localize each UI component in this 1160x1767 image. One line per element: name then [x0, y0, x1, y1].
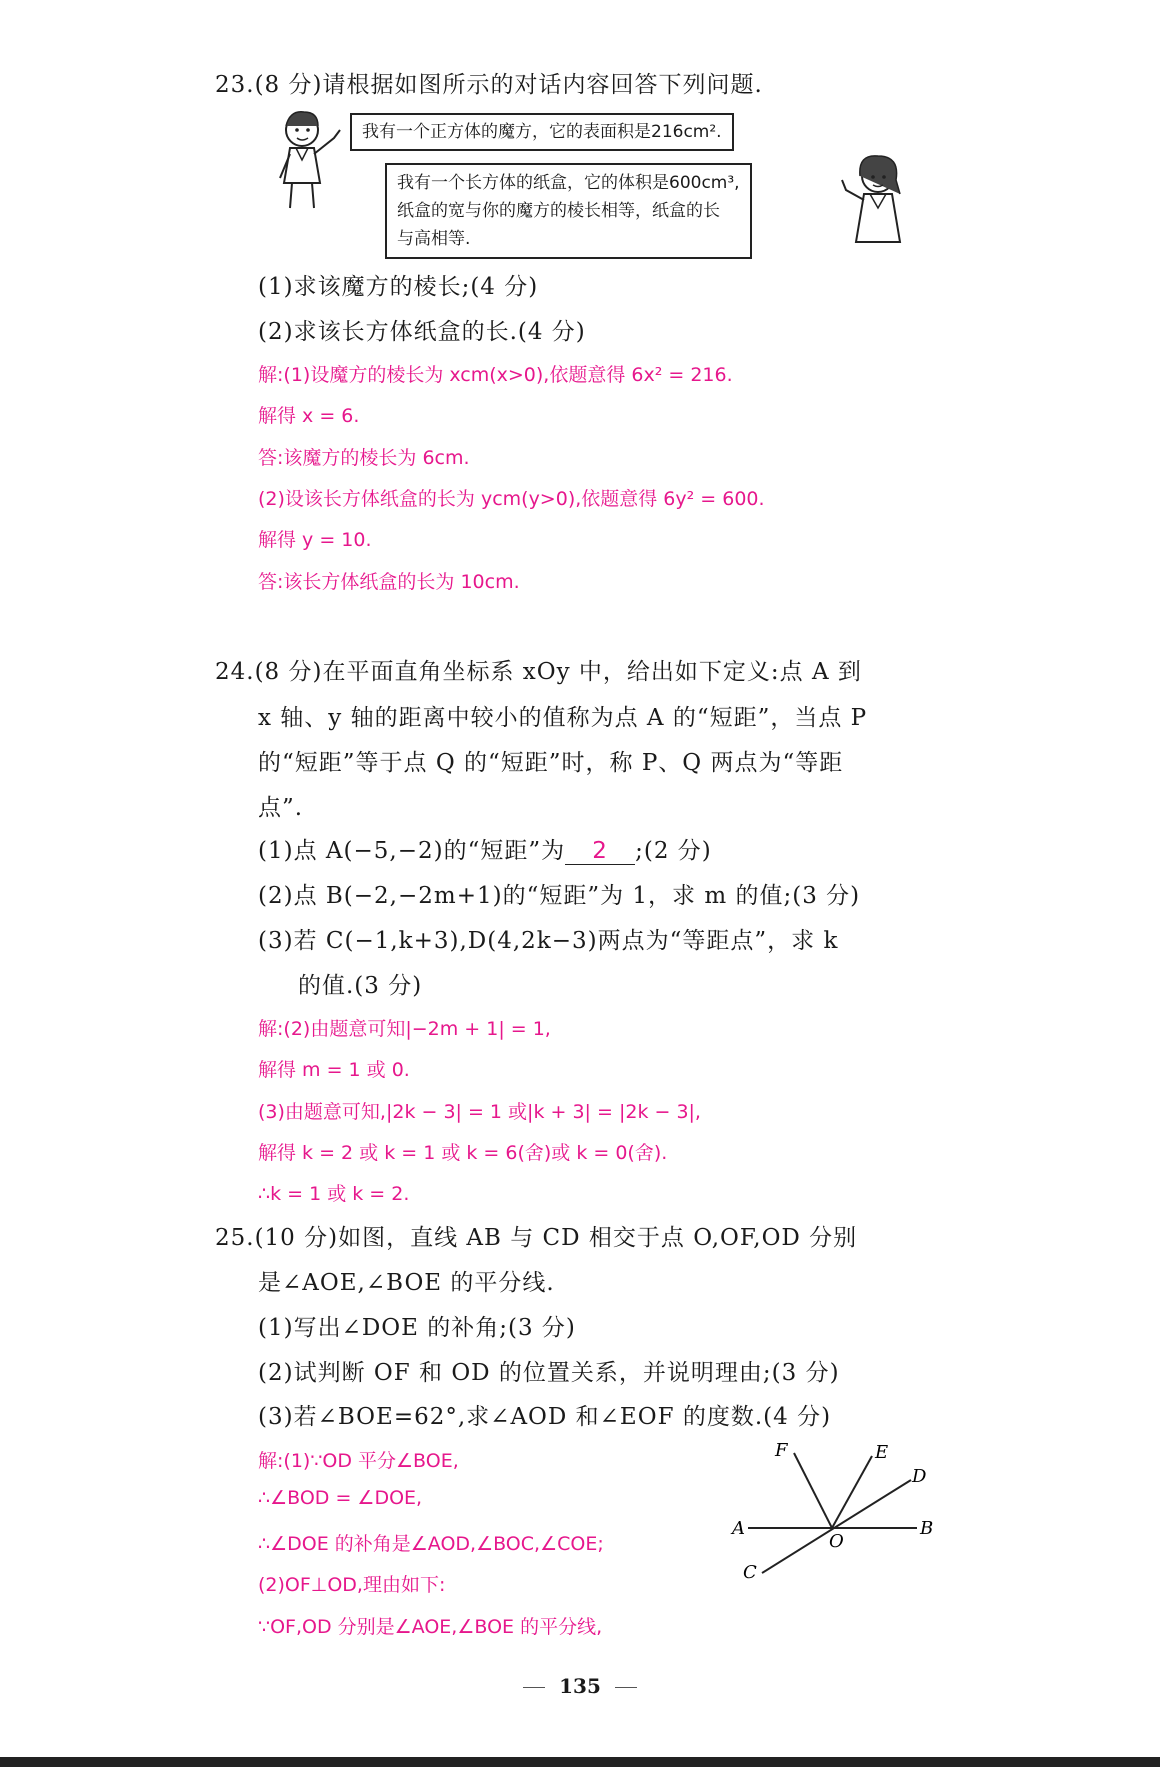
q24-line-1: 24.(8 分)在平面直角坐标系 xOy 中，给出如下定义:点 A 到 — [215, 659, 862, 685]
q24-answer-1: 解:(2)由题意可知|−2m + 1| = 1, — [258, 1018, 551, 1040]
q23-answer-4: (2)设该长方体纸盒的长为 ycm(y>0),依题意得 6y² = 600. — [258, 488, 765, 510]
label-b: B — [920, 1518, 934, 1539]
q23-answer-5: 解得 y = 10. — [258, 529, 372, 551]
q24-answer-3: (3)由题意可知,|2k − 3| = 1 或|k + 3| = |2k − 3|, — [258, 1101, 701, 1123]
answer-blank: 2 — [565, 838, 635, 865]
bubble-girl-line-3: 与高相等. — [397, 229, 471, 249]
ray-of — [794, 1453, 832, 1528]
q24-part-2: (2)点 B(−2,−2m+1)的“短距”为 1，求 m 的值;(3 分) — [258, 883, 861, 909]
q24-line-4: 点”. — [258, 795, 304, 821]
q23-part-2: (2)求该长方体纸盒的长.(4 分) — [258, 319, 586, 345]
footer-dash-left — [523, 1687, 545, 1688]
bubble-girl-line-2: 纸盒的宽与你的魔方的棱长相等，纸盒的长 — [397, 201, 720, 221]
q25-answer-3: ∴∠DOE 的补角是∠AOD,∠BOC,∠COE; — [258, 1533, 604, 1555]
q23-answer-6: 答:该长方体纸盒的长为 10cm. — [258, 571, 520, 593]
label-d: D — [912, 1466, 927, 1487]
q25-part-2: (2)试判断 OF 和 OD 的位置关系，并说明理由;(3 分) — [258, 1360, 840, 1386]
label-o: O — [829, 1531, 844, 1552]
label-e: E — [875, 1442, 889, 1463]
q23-answer-1: 解:(1)设魔方的棱长为 xcm(x>0),依题意得 6x² = 216. — [258, 364, 733, 386]
q23-answer-2: 解得 x = 6. — [258, 405, 360, 427]
q24-line-3: 的“短距”等于点 Q 的“短距”时，称 P、Q 两点为“等距 — [258, 750, 844, 776]
footer-dash-right — [615, 1687, 637, 1688]
bottom-bar — [0, 1757, 1160, 1767]
q25-line-2: 是∠AOE,∠BOE 的平分线. — [258, 1270, 555, 1296]
q25-answer-2: ∴∠BOD = ∠DOE, — [258, 1487, 423, 1509]
label-f: F — [775, 1440, 788, 1461]
q25-line-1: 25.(10 分)如图，直线 AB 与 CD 相交于点 O,OF,OD 分别 — [215, 1225, 858, 1251]
label-a: A — [732, 1518, 745, 1539]
speech-bubble-girl — [385, 163, 752, 259]
q25-answer-4: (2)OF⊥OD,理由如下: — [258, 1574, 446, 1596]
q23-part-1: (1)求该魔方的棱长;(4 分) — [258, 274, 539, 300]
boy-figure-icon — [272, 108, 352, 213]
q23-answer-3: 答:该魔方的棱长为 6cm. — [258, 447, 470, 469]
q25-answer-5: ∵OF,OD 分别是∠AOE,∠BOE 的平分线, — [258, 1616, 603, 1638]
q24-line-2: x 轴、y 轴的距离中较小的值称为点 A 的“短距”，当点 P — [258, 705, 868, 731]
q24-answer-4: 解得 k = 2 或 k = 1 或 k = 6(舍)或 k = 0(舍). — [258, 1142, 668, 1164]
q24-part-1 — [258, 832, 712, 865]
q24-part-1-text: (1)点 A(−5,−2)的“短距”为 — [258, 838, 566, 864]
bubble-girl-line-1: 我有一个长方体的纸盒，它的体积是600cm³, — [397, 173, 740, 193]
page-number: 135 — [559, 1674, 601, 1698]
label-c: C — [743, 1562, 757, 1583]
q24-part-1-score: ;(2 分) — [635, 838, 712, 864]
q25-part-3: (3)若∠BOE=62°,求∠AOD 和∠EOF 的度数.(4 分) — [258, 1404, 832, 1430]
girl-figure-icon — [838, 150, 918, 250]
speech-bubble-boy: 我有一个正方体的魔方，它的表面积是216cm². — [350, 113, 734, 151]
angle-figure — [725, 1440, 955, 1590]
q24-answer-2: 解得 m = 1 或 0. — [258, 1059, 410, 1081]
q24-part-3-line-1: (3)若 C(−1,k+3),D(4,2k−3)两点为“等距点”，求 k — [258, 928, 839, 954]
q25-answer-1: 解:(1)∵OD 平分∠BOE, — [258, 1450, 459, 1472]
line-cd — [762, 1480, 911, 1573]
page-footer — [0, 1674, 1160, 1698]
q25-part-1: (1)写出∠DOE 的补角;(3 分) — [258, 1315, 576, 1341]
q24-answer-5: ∴k = 1 或 k = 2. — [258, 1183, 410, 1205]
q24-part-3-line-2: 的值.(3 分) — [298, 973, 423, 999]
q23-title: 23.(8 分)请根据如图所示的对话内容回答下列问题. — [215, 72, 763, 98]
